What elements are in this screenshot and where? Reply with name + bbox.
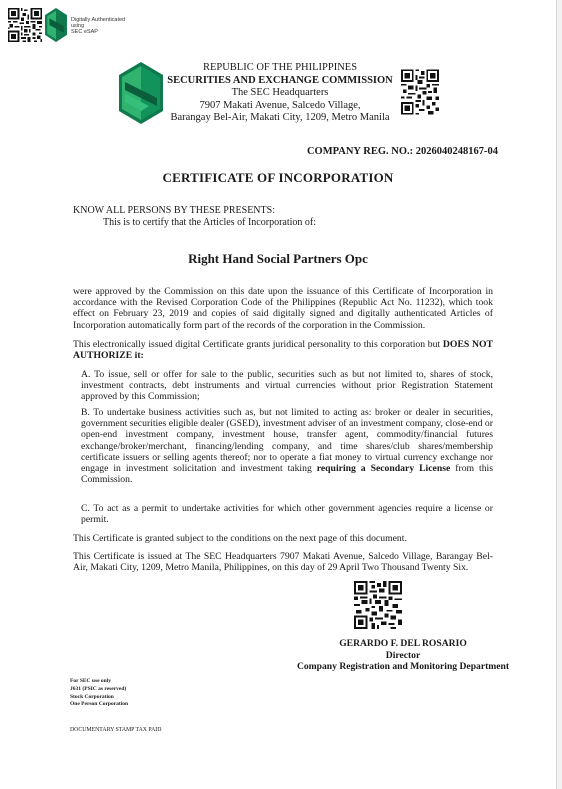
conditions-paragraph: This Certificate is granted subject to the conditions on the next page of this document. bbox=[73, 533, 407, 544]
documentary-stamp-note: DOCUMENTARY STAMP TAX PAID bbox=[70, 727, 162, 733]
sec-logo-icon bbox=[45, 8, 67, 42]
sec-use-line: For SEC use only bbox=[70, 678, 112, 684]
issuer-header bbox=[150, 62, 410, 125]
secondary-license-note: requiring a Secondary License bbox=[316, 463, 451, 475]
sec-use-line: J631 (PSIC as reserved) bbox=[70, 685, 127, 692]
item-b-text: B. To undertake business activities such as, but not limited to acting as: broker or dealer in securities, government securities eligible dealer (GSED), investment adviser of an investment company, close-end or open-end investment company, investment house, transfer agent, commodity/financial futures exchange/broker/merchant, financing/lending company, and time shares/club shares/membership certificate issuers or selling agents thereof; nor to operate a fiat money to virtual currency exchange nor engage in investment solicitation and investment taking bbox=[81, 407, 493, 475]
qr-code-icon bbox=[401, 69, 439, 115]
auth-line: SEC eSAP bbox=[71, 29, 98, 35]
signature-qr-code bbox=[354, 580, 402, 630]
issuance-paragraph: This Certificate is issued at The SEC Headquarters 7907 Makati Avenue, Salcedo Village, Barangay Bel-Air, Makati City, 1209, Metro Manila, Philippines, on this day of 29 April Two Thousand Twenty Six. bbox=[73, 551, 493, 574]
sec-use-only-block bbox=[70, 678, 128, 709]
commission-name: SECURITIES AND EXCHANGE COMMISSION bbox=[167, 74, 393, 86]
item-b-tail: from this Commission. bbox=[81, 463, 493, 486]
auth-line: using bbox=[71, 23, 85, 29]
auth-line: Digitally Authenticated bbox=[71, 17, 126, 23]
juridical-text: This electronically issued digital Certificate grants juridical personality to this corporation but bbox=[73, 339, 443, 350]
signatory-department: Company Registration and Monitoring Department bbox=[296, 661, 510, 672]
hq-line: The SEC Headquarters bbox=[231, 87, 329, 98]
header-qr-code bbox=[401, 69, 439, 115]
authentication-qr-code bbox=[8, 8, 42, 42]
company-registration-number: COMPANY REG. NO.: 2026040248167-04 bbox=[306, 146, 498, 157]
approval-paragraph: were approved by the Commission on this date upon the issuance of this Certificate of Incorporation in accordance with the Revised Corporation Code of the Philippines (Republic Act No. 11232), which took effect on February 23, 2019 and copies of said digitally signed and digitally authenticated Articles of Incorporation automatically form part of the records of the corporation in the Commission. bbox=[73, 286, 493, 331]
know-all-persons: KNOW ALL PERSONS BY THESE PRESENTS: bbox=[73, 205, 275, 216]
address-line-2: Barangay Bel-Air, Makati City, 1209, Metro Manila bbox=[170, 112, 390, 123]
certify-statement: This is to certify that the Articles of Incorporation of: bbox=[103, 217, 316, 228]
signatory-position: Director bbox=[385, 650, 421, 661]
address-line-1: 7907 Makati Avenue, Salcedo Village, bbox=[199, 99, 361, 111]
juridical-paragraph bbox=[73, 339, 493, 361]
restriction-item-b bbox=[81, 407, 493, 485]
sec-use-line: One Person Corporation bbox=[70, 701, 129, 708]
authentication-caption bbox=[71, 17, 125, 35]
qr-code-icon bbox=[354, 580, 402, 630]
signatory-name: GERARDO F. DEL ROSARIO bbox=[339, 638, 467, 649]
document-title: CERTIFICATE OF INCORPORATION bbox=[162, 170, 394, 185]
restriction-item-a: A. To issue, sell or offer for sale to the public, securities such as but not limited to, shares of stock, investment contracts, debt instruments and virtual currencies without prior Registration Statement approved by this Commission; bbox=[81, 369, 493, 403]
restriction-item-c: C. To act as a permit to undertake activities for which other government agencies require a license or permit. bbox=[81, 503, 493, 526]
republic-line: REPUBLIC OF THE PHILIPPINES bbox=[202, 62, 358, 73]
does-not-authorize: DOES NOT AUTHORIZE it: bbox=[73, 339, 493, 362]
qr-code-icon bbox=[8, 8, 42, 42]
company-name: Right Hand Social Partners Opc bbox=[188, 251, 368, 266]
sec-use-line: Stock Corporation bbox=[70, 693, 114, 700]
